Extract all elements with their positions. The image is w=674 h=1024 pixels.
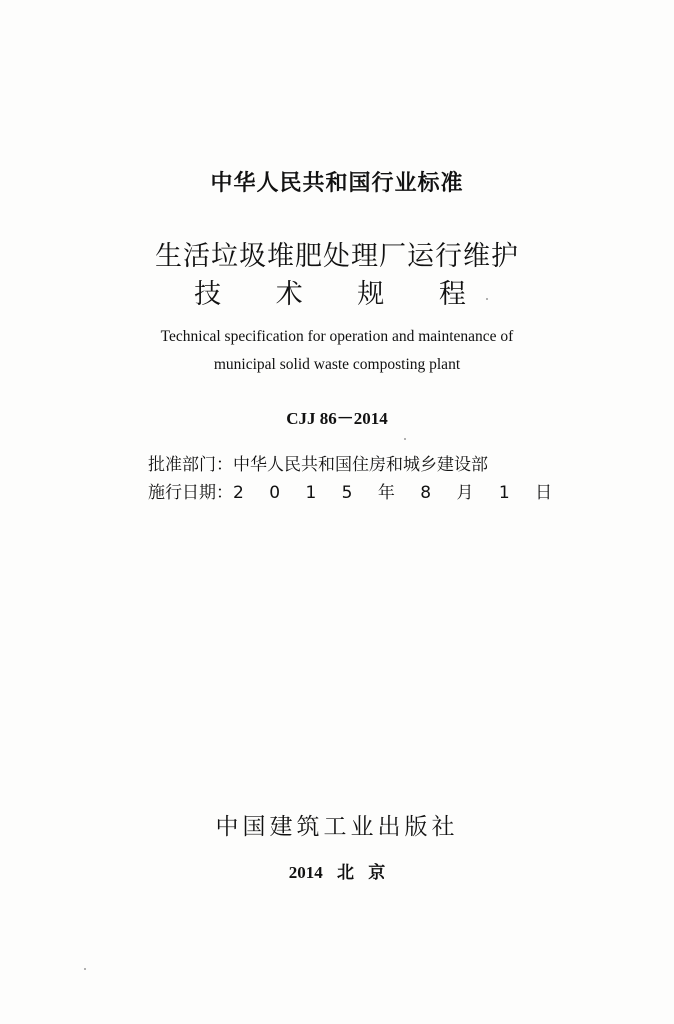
effective-date-label: 施行日期： (148, 483, 233, 503)
title-chinese-line-1: 生活垃圾堆肥处理厂运行维护 (155, 241, 519, 272)
title-english-line-1: Technical specification for operation and maintenance of (160, 328, 514, 345)
publisher-name: 中国建筑工业出版社 (215, 814, 459, 840)
scan-speck (84, 968, 86, 970)
title-chinese-line-2: 技 术 规 程 (194, 279, 480, 310)
effective-date-row (148, 478, 554, 503)
effective-date-value: 2 0 1 5 年 8 月 1 日 (233, 483, 555, 503)
approval-department-row (148, 450, 488, 475)
scan-speck (486, 298, 488, 300)
title-english-line-2: municipal solid waste composting plant (213, 356, 461, 373)
standard-series-label: 中华人民共和国行业标准 (210, 171, 464, 196)
approval-department-label: 批准部门： (148, 455, 233, 475)
standard-code: CJJ 86－2014 (286, 409, 388, 428)
approval-department-value: 中华人民共和国住房和城乡建设部 (233, 455, 488, 475)
publication-year-city: 2014 北 京 (288, 863, 386, 882)
scan-speck (404, 438, 406, 440)
